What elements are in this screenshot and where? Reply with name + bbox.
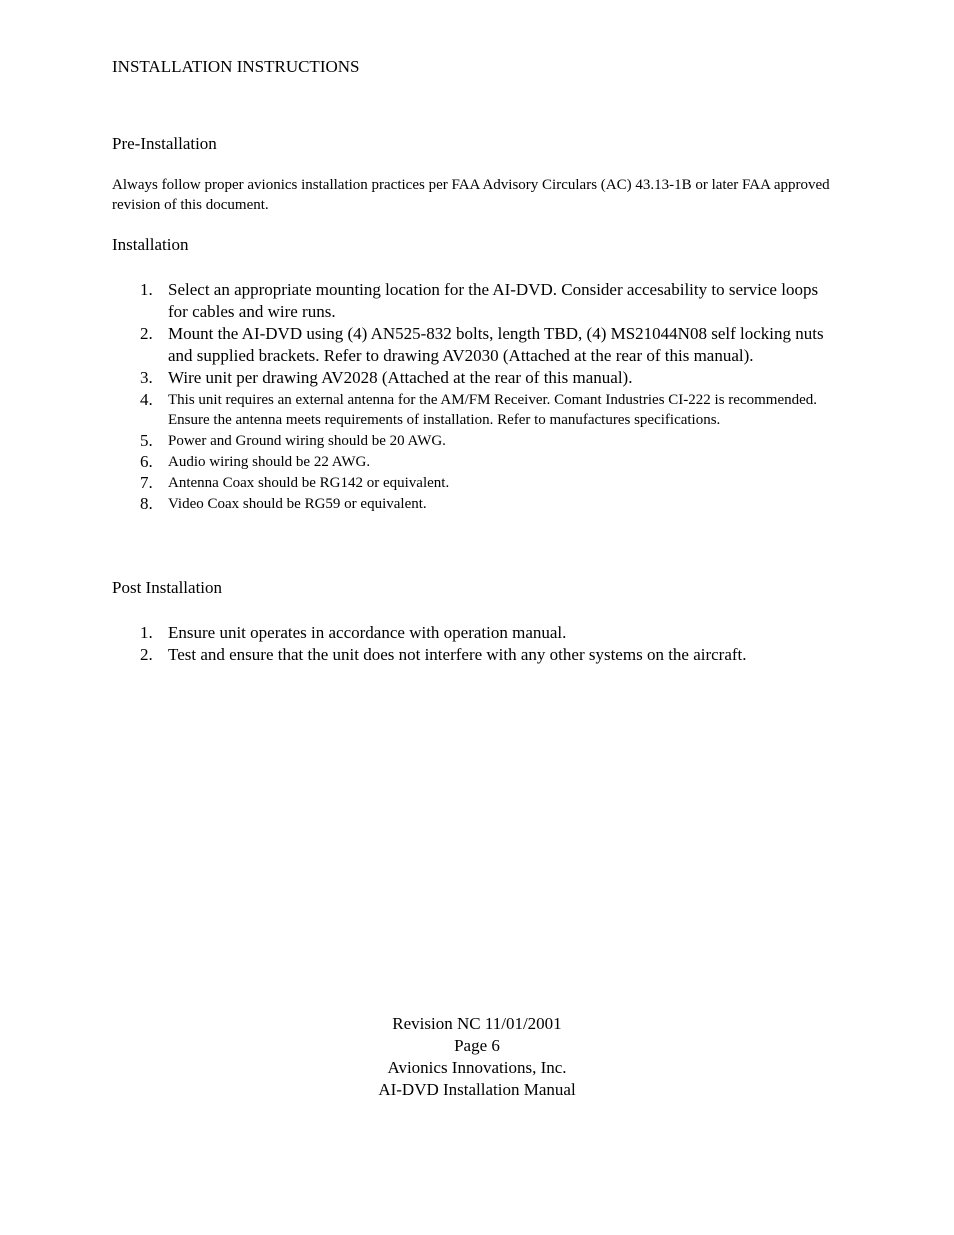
post-installation-heading: Post Installation (112, 578, 223, 597)
list-item-number: 6. (140, 452, 153, 471)
list-item-text: Antenna Coax should be RG142 or equivalent. (168, 475, 450, 491)
page-footer (0, 1013, 954, 1101)
page-number: Page 6 (454, 1036, 500, 1055)
list-item-number: 7. (140, 473, 153, 492)
list-item-number: 2. (140, 324, 153, 343)
list-item-number: 1. (140, 280, 153, 299)
list-item (112, 622, 827, 644)
post-installation-steps-list (112, 622, 827, 666)
list-item-text: Wire unit per drawing AV2028 (Attached at the rear of this manual). (168, 368, 633, 387)
list-item (112, 644, 827, 666)
list-item (112, 431, 827, 451)
installation-heading: Installation (112, 235, 189, 254)
pre-installation-heading: Pre-Installation (112, 134, 217, 153)
list-item-number: 3. (140, 368, 153, 387)
list-item (112, 390, 827, 430)
list-item-number: 1. (140, 623, 153, 642)
document-header: INSTALLATION INSTRUCTIONS (112, 57, 360, 76)
list-item-text: Mount the AI-DVD using (4) AN525-832 bolts, length TBD, (4) MS21044N08 self locking nuts and supplied brackets. Refer to drawing AV2030 (Attached at the rear of this manual). (168, 324, 824, 365)
list-item-text: Power and Ground wiring should be 20 AWG. (168, 433, 446, 449)
company-name: Avionics Innovations, Inc. (387, 1058, 567, 1077)
list-item-number: 5. (140, 431, 153, 450)
list-item-text: Select an appropriate mounting location for the AI-DVD. Consider accesability to service loops for cables and wire runs. (168, 280, 819, 321)
list-item (112, 452, 827, 472)
list-item-text: Audio wiring should be 22 AWG. (168, 454, 371, 470)
list-item-text: Ensure unit operates in accordance with operation manual. (168, 623, 567, 642)
list-item-text: This unit requires an external antenna for the AM/FM Receiver. Comant Industries CI-222 is recommended. Ensure the antenna meets requirements of installation. Refer to manufactures specifications. (168, 392, 818, 428)
list-item (112, 494, 827, 514)
revision-label: Revision NC 11/01/2001 (392, 1014, 562, 1033)
list-item-text: Test and ensure that the unit does not interfere with any other systems on the aircraft. (168, 645, 747, 664)
list-item (112, 473, 827, 493)
installation-steps-list (112, 279, 827, 515)
list-item-text: Video Coax should be RG59 or equivalent. (168, 496, 427, 512)
list-item-number: 4. (140, 390, 153, 409)
pre-installation-text: Always follow proper avionics installation practices per FAA Advisory Circulars (AC) 43.13-1B or later FAA approved revision of this document. (112, 177, 830, 213)
list-item-number: 8. (140, 494, 153, 513)
list-item (112, 367, 827, 389)
list-item (112, 279, 827, 323)
list-item (112, 323, 827, 367)
manual-title: AI-DVD Installation Manual (378, 1080, 576, 1099)
list-item-number: 2. (140, 645, 153, 664)
